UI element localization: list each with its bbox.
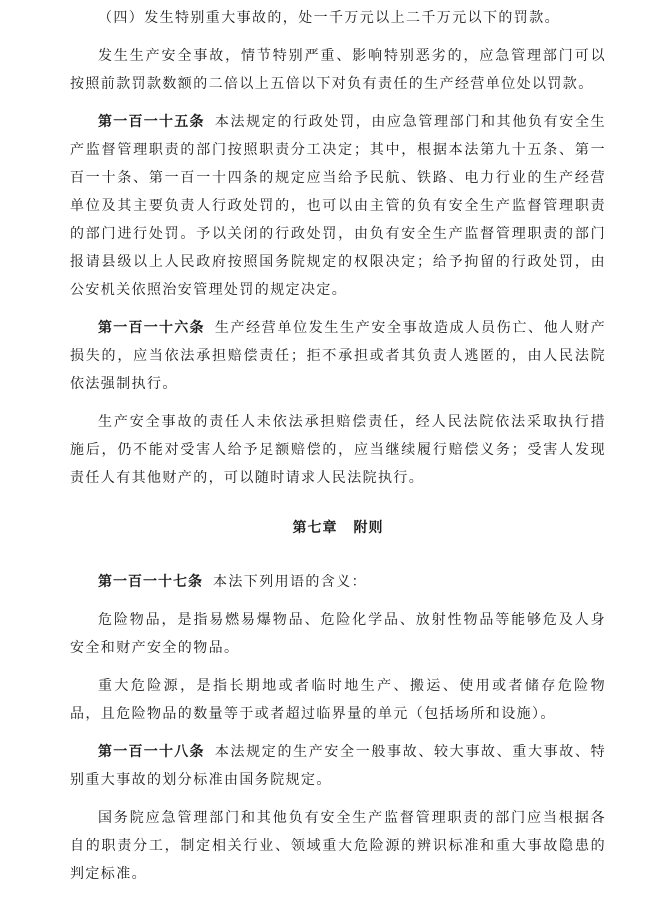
definition-dangerous-goods	[70, 606, 606, 662]
article-118	[70, 738, 606, 794]
document-page	[70, 4, 606, 898]
paragraph-text: （四）发生特别重大事故的，处一千万元以上二千万元以下的罚款。	[98, 10, 560, 26]
article-117	[70, 568, 606, 596]
chapter-number: 第七章	[292, 520, 338, 536]
paragraph-compensation-enforcement	[70, 408, 606, 492]
article-heading: 第一百一十八条	[98, 744, 205, 760]
paragraph-text: 本法下列用语的含义：	[213, 574, 367, 590]
paragraph-text: 危险物品，是指易燃易爆物品、危险化学品、放射性物品等能够危及人身安全和财产安全的物品。	[70, 612, 606, 656]
chapter-heading	[70, 514, 606, 542]
article-115	[70, 108, 606, 304]
paragraph-text: 生产经营单位发生生产安全事故造成人员伤亡、他人财产损失的，应当依法承担赔偿责任；拒不承担或者其负责人逃匿的，由人民法院依法强制执行。	[70, 320, 607, 392]
article-heading: 第一百一十六条	[98, 320, 205, 336]
paragraph-penalty-item-4	[70, 4, 606, 32]
paragraph-hazard-standards	[70, 804, 606, 888]
paragraph-text: 本法规定的生产安全一般事故、较大事故、重大事故、特别重大事故的划分标准由国务院规定。	[70, 744, 607, 788]
chapter-title: 附则	[353, 520, 384, 536]
paragraph-text: 本法规定的行政处罚，由应急管理部门和其他负有安全生产监督管理职责的部门按照职责分工决定；其中，根据本法第九十五条、第一百一十条、第一百一十四条的规定应当给予民航、铁路、电力行业的生产经营单位及其主要负责人行政处罚的，也可以由主管的负有安全生产监督管理职责的部门进行处罚。予以关闭的行政处罚，由负有安全生产监督管理职责的部门报请县级以上人民政府按照国务院规定的权限决定；给予拘留的行政处罚，由公安机关依照治安管理处罚的规定决定。	[70, 114, 607, 298]
article-116	[70, 314, 606, 398]
paragraph-text: 生产安全事故的责任人未依法承担赔偿责任，经人民法院依法采取执行措施后，仍不能对受害人给予足额赔偿的，应当继续履行赔偿义务；受害人发现责任人有其他财产的，可以随时请求人民法院执行。	[70, 414, 606, 486]
paragraph-text: 重大危险源，是指长期地或者临时地生产、搬运、使用或者储存危险物品，且危险物品的数量等于或者超过临界量的单元（包括场所和设施）。	[70, 678, 606, 722]
article-heading: 第一百一十五条	[98, 114, 205, 130]
paragraph-text: 国务院应急管理部门和其他负有安全生产监督管理职责的部门应当根据各自的职责分工，制定相关行业、领域重大危险源的辨识标准和重大事故隐患的判定标准。	[70, 810, 606, 882]
paragraph-aggravated-penalty	[70, 42, 606, 98]
paragraph-text: 发生生产安全事故，情节特别严重、影响特别恶劣的，应急管理部门可以按照前款罚款数额的二倍以上五倍以下对负有责任的生产经营单位处以罚款。	[70, 48, 606, 92]
definition-major-hazard	[70, 672, 606, 728]
article-heading: 第一百一十七条	[98, 574, 203, 590]
